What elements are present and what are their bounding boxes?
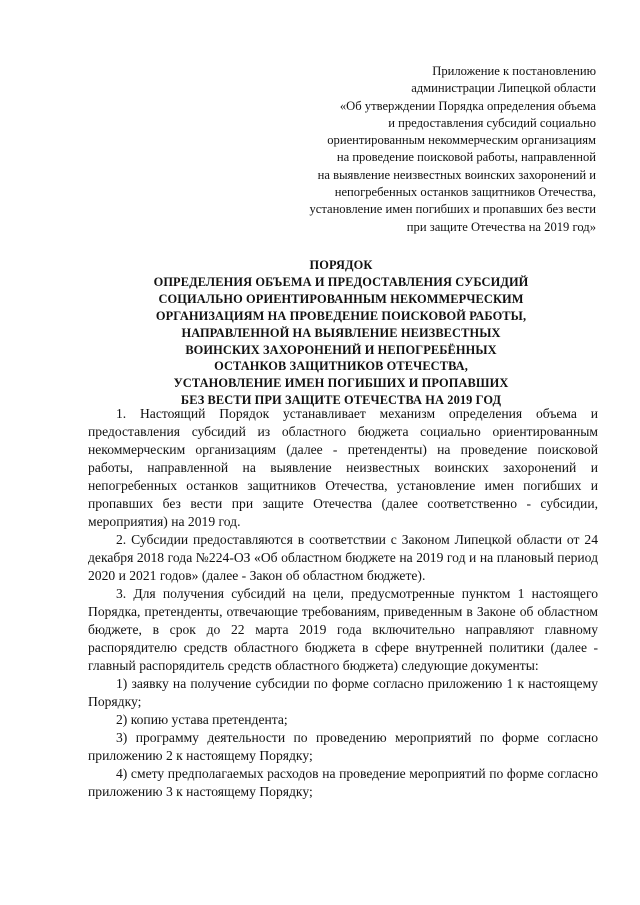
appendix-note bbox=[276, 63, 596, 236]
title-line: БЕЗ ВЕСТИ ПРИ ЗАЩИТЕ ОТЕЧЕСТВА НА 2019 ГОД bbox=[180, 393, 502, 408]
list-item-3: 3) программу деятельности по проведению мероприятий по форме согласно приложению 2 к настоящему Порядку; bbox=[88, 730, 598, 763]
list-item-4: 4) смету предполагаемых расходов на проведение мероприятий по форме согласно приложению 3 к настоящему Порядку; bbox=[88, 766, 598, 799]
appendix-line: установление имен погибших и пропавших без вести bbox=[309, 202, 596, 217]
title-line: ОРГАНИЗАЦИЯМ НА ПРОВЕДЕНИЕ ПОИСКОВОЙ РАБОТЫ, bbox=[155, 308, 527, 323]
document-body bbox=[88, 405, 598, 801]
document-title bbox=[86, 257, 596, 409]
appendix-line: на проведение поисковой работы, направленной bbox=[336, 150, 596, 165]
title-line: СОЦИАЛЬНО ОРИЕНТИРОВАННЫМ НЕКОММЕРЧЕСКИМ bbox=[158, 291, 524, 306]
list-item-1: 1) заявку на получение субсидии по форме согласно приложению 1 к настоящему Порядку; bbox=[88, 676, 598, 709]
paragraph-3: 3. Для получения субсидий на цели, предусмотренные пунктом 1 настоящего Порядка, претенденты, отвечающие требованиям, приведенным в Законе об областном бюджете, в срок до 22 марта 2019 года включительно направляют главному распорядителю средств областного бюджета в сфере внутренней политики (далее - главный распорядитель средств областного бюджета) следующие документы: bbox=[88, 586, 598, 673]
title-line: ВОИНСКИХ ЗАХОРОНЕНИЙ И НЕПОГРЕБЁННЫХ bbox=[185, 342, 497, 357]
appendix-line: при защите Отечества на 2019 год» bbox=[406, 219, 596, 234]
title-line: НАПРАВЛЕННОЙ НА ВЫЯВЛЕНИЕ НЕИЗВЕСТНЫХ bbox=[181, 325, 501, 340]
title-line: ОСТАНКОВ ЗАЩИТНИКОВ ОТЕЧЕСТВА, bbox=[214, 359, 468, 374]
list-item-2: 2) копию устава претендента; bbox=[116, 712, 288, 727]
appendix-line: ориентированным некоммерческим организациям bbox=[327, 133, 596, 148]
appendix-line: администрации Липецкой области bbox=[411, 81, 596, 96]
paragraph-2: 2. Субсидии предоставляются в соответствии с Законом Липецкой области от 24 декабря 2018 года №224-ОЗ «Об областном бюджете на 2019 год и на плановый период 2020 и 2021 годов» (далее - Закон об областном бюджете). bbox=[88, 532, 598, 583]
paragraph-1: 1. Настоящий Порядок устанавливает механизм определения объема и предоставления субсидий из областного бюджета социально ориентированным некоммерческим организациям (далее - претенденты) на проведение поисковой работы, направленной на выявление неизвестных воинских захоронений и непогребенных останков защитников Отечества, установление имен погибших и пропавших без вести при защите Отечества (далее соответственно - субсидии, мероприятия) на 2019 год. bbox=[88, 406, 598, 529]
appendix-line: и предоставления субсидий социально bbox=[388, 115, 596, 130]
title-line: ОПРЕДЕЛЕНИЯ ОБЪЕМА И ПРЕДОСТАВЛЕНИЯ СУБСИДИЙ bbox=[153, 274, 529, 289]
appendix-line: на выявление неизвестных воинских захоронений и bbox=[317, 167, 596, 182]
appendix-line: Приложение к постановлению bbox=[432, 64, 596, 78]
title-line: УСТАНОВЛЕНИЕ ИМЕН ПОГИБШИХ И ПРОПАВШИХ bbox=[173, 376, 509, 391]
appendix-line: непогребенных останков защитников Отечества, bbox=[334, 185, 596, 200]
title-line: ПОРЯДОК bbox=[309, 258, 373, 272]
appendix-line: «Об утверждении Порядка определения объема bbox=[339, 98, 596, 113]
